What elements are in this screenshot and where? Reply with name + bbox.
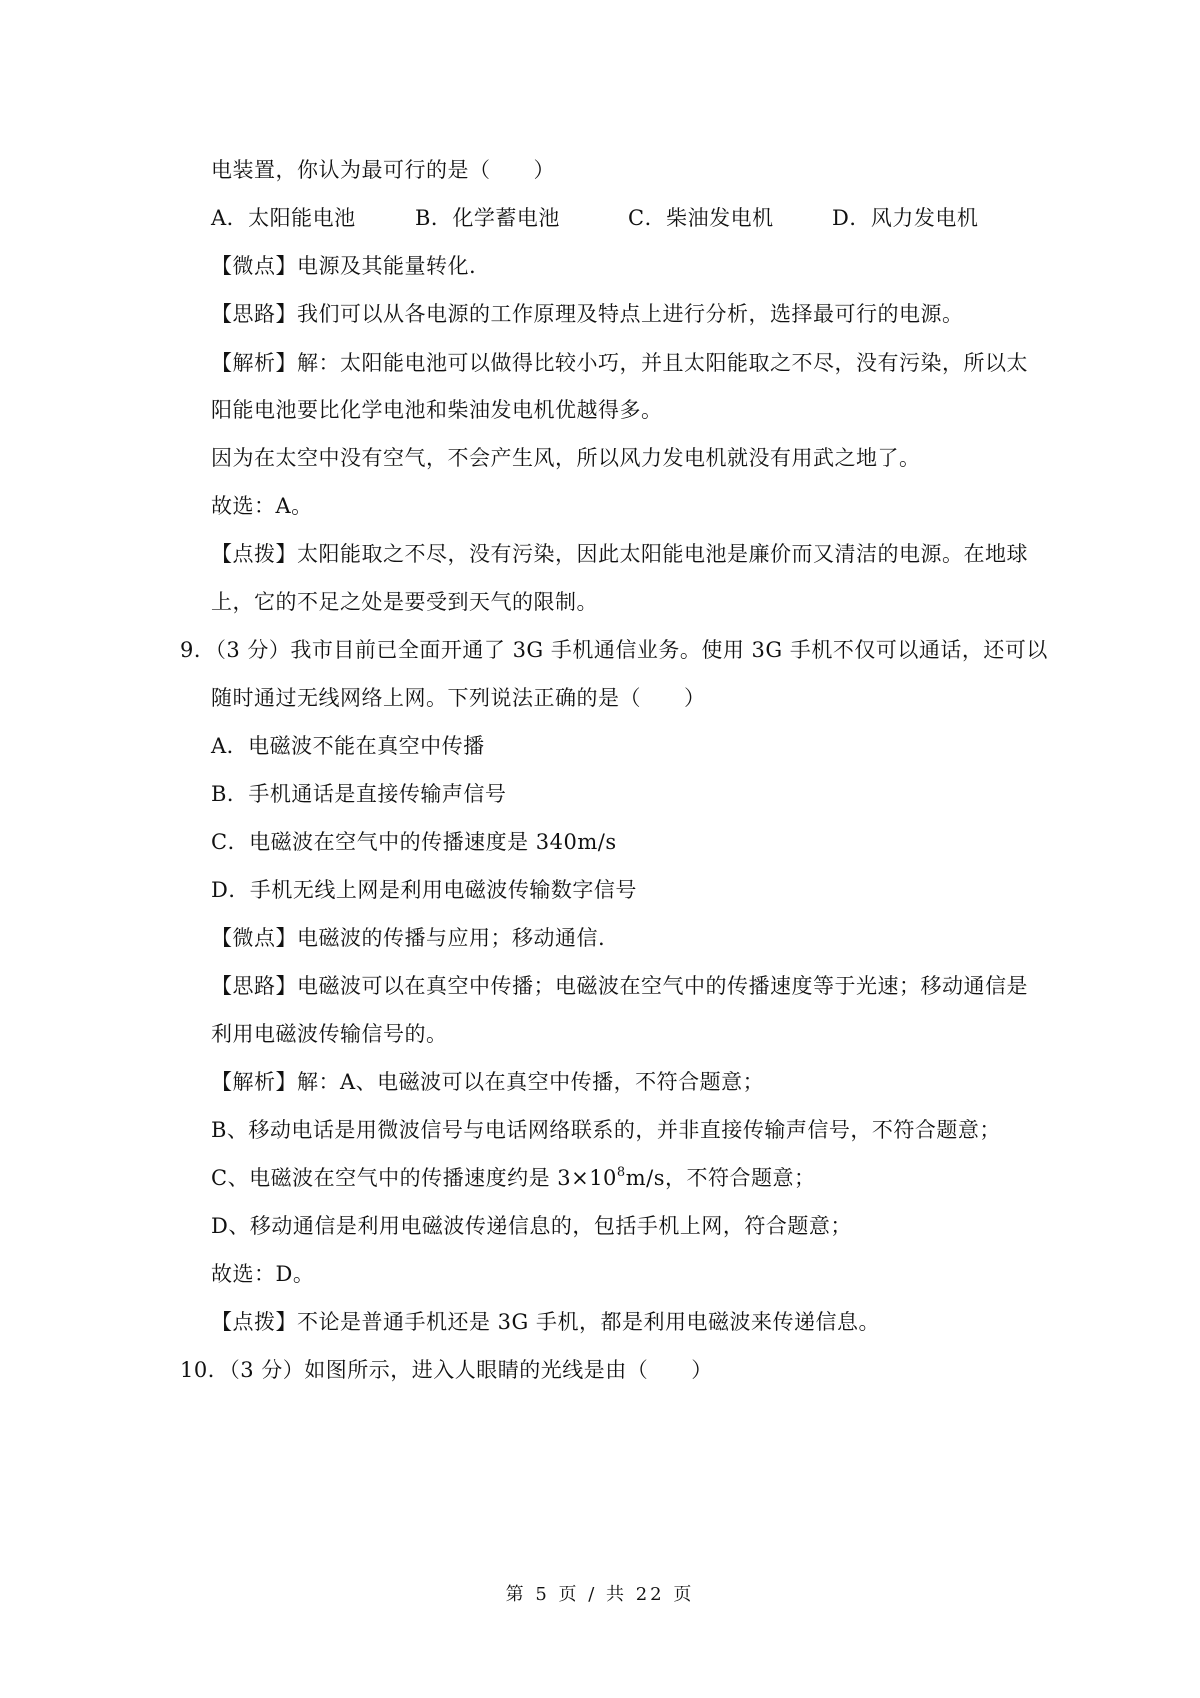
q9-analysis-d: D、移动通信是利用电磁波传递信息的，包括手机上网，符合题意； [211, 1214, 852, 1238]
q8-option-b: B．化学蓄电池 [415, 206, 560, 230]
q9-answer: 故选：D。 [211, 1262, 315, 1286]
q8-stem: 电装置，你认为最可行的是（ ） [211, 158, 555, 182]
q10-stem: 10．（3 分）如图所示，进入人眼睛的光线是由（ ） [180, 1358, 713, 1382]
q8-tip-line: 上，它的不足之处是要受到天气的限制。 [211, 590, 598, 614]
q8-micro: 【微点】电源及其能量转化. [211, 254, 477, 278]
q9-micro: 【微点】电磁波的传播与应用；移动通信. [211, 926, 606, 950]
q9-idea-line: 利用电磁波传输信号的。 [211, 1022, 448, 1046]
q9-option-d: D．手机无线上网是利用电磁波传输数字信号 [211, 878, 637, 902]
q9-analysis-c-text: C、电磁波在空气中的传播速度约是 3×10 [211, 1166, 617, 1190]
q8-analysis-line: 因为在太空中没有空气，不会产生风，所以风力发电机就没有用武之地了。 [211, 446, 921, 470]
q9-stem-line: 9．（3 分）我市目前已全面开通了 3G 手机通信业务。使用 3G 手机不仅可以通话，还可以 [180, 638, 1048, 662]
q8-answer: 故选：A。 [211, 494, 313, 518]
q8-idea: 【思路】我们可以从各电源的工作原理及特点上进行分析，选择最可行的电源。 [211, 302, 964, 326]
q9-analysis-c-unit: m/s，不符合题意； [625, 1166, 816, 1190]
q8-tip-line: 【点拨】太阳能取之不尽，没有污染，因此太阳能电池是廉价而又清洁的电源。在地球 [211, 542, 1028, 566]
q8-option-a: A．太阳能电池 [211, 206, 356, 230]
page-footer: 第 5 页 / 共 22 页 [505, 1584, 695, 1605]
q9-analysis-c-exponent: 8 [616, 1165, 626, 1180]
q9-analysis-b: B、移动电话是用微波信号与电话网络联系的，并非直接传输声信号，不符合题意； [211, 1118, 1001, 1142]
q9-stem-line: 随时通过无线网络上网。下列说法正确的是（ ） [211, 686, 706, 710]
q8-analysis-line: 【解析】解：太阳能电池可以做得比较小巧，并且太阳能取之不尽，没有污染，所以太 [211, 351, 1028, 375]
q9-tip: 【点拨】不论是普通手机还是 3G 手机，都是利用电磁波来传递信息。 [211, 1310, 880, 1334]
q8-option-d: D．风力发电机 [832, 206, 979, 230]
q8-analysis-line: 阳能电池要比化学电池和柴油发电机优越得多。 [211, 398, 663, 422]
q9-option-a: A．电磁波不能在真空中传播 [211, 734, 485, 758]
q9-option-c: C．电磁波在空气中的传播速度是 340m/s [211, 830, 617, 854]
q9-option-b: B．手机通话是直接传输声信号 [211, 782, 507, 806]
q9-idea-line: 【思路】电磁波可以在真空中传播；电磁波在空气中的传播速度等于光速；移动通信是 [211, 974, 1028, 998]
q9-analysis-a: 【解析】解：A、电磁波可以在真空中传播，不符合题意； [211, 1070, 765, 1094]
q8-option-c: C．柴油发电机 [628, 206, 774, 230]
q9-analysis-c [211, 1163, 815, 1193]
